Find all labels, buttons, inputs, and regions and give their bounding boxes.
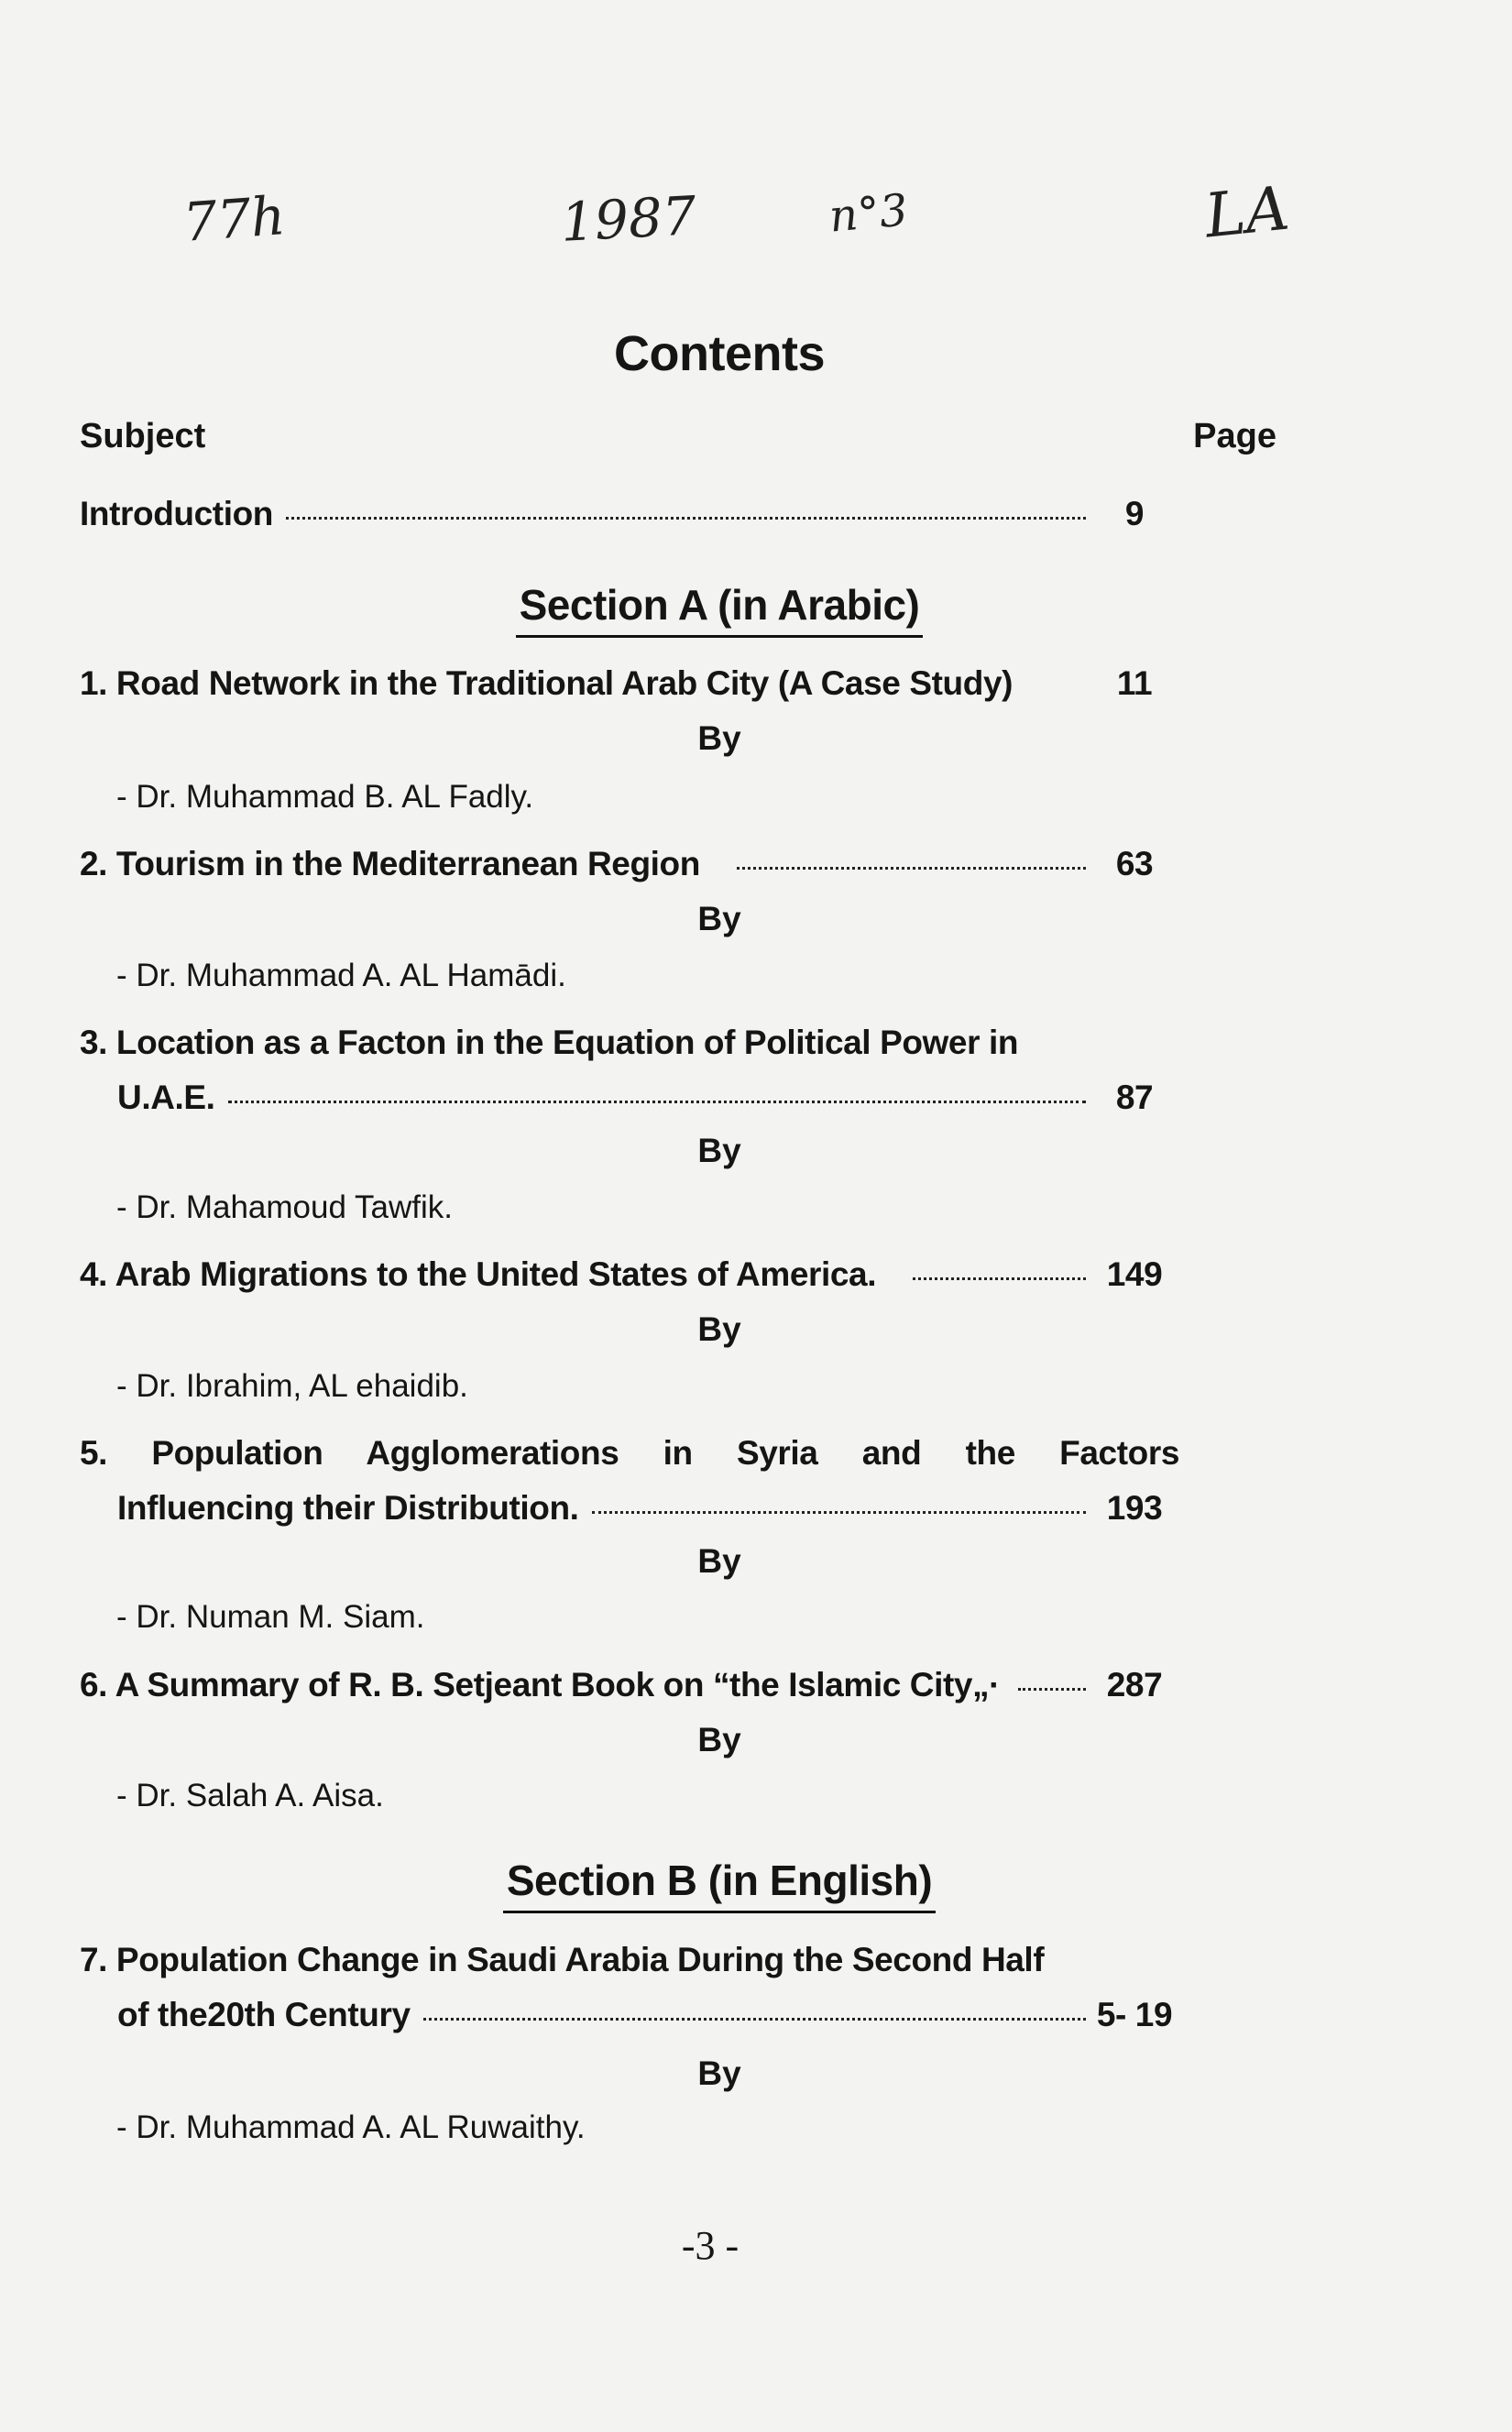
- by-label: By: [697, 2054, 741, 2092]
- page-number: 193: [1106, 1489, 1163, 1527]
- toc-entry: [80, 845, 1176, 891]
- entry-title: Introduction: [80, 495, 273, 532]
- handwritten-annotation: [0, 172, 1512, 270]
- author: - Dr. Salah A. Aisa.: [116, 1778, 384, 1813]
- author: - Dr. Ibrahim, AL ehaidib.: [116, 1368, 468, 1404]
- entry-title-continued: Influencing their Distribution.: [117, 1489, 579, 1527]
- toc-entry: [80, 1941, 1176, 1987]
- author: - Dr. Mahamoud Tawfik.: [116, 1189, 453, 1225]
- toc-entry: [80, 664, 1176, 710]
- entry-title: 1. Road Network in the Traditional Arab City (A Case Study): [80, 664, 1013, 702]
- handwritten-year: 1987: [559, 184, 698, 254]
- leader-dots: [592, 1511, 1086, 1514]
- leader-dots: [286, 517, 1086, 520]
- subject-column-header: Subject: [80, 417, 206, 455]
- entry-title: 3. Location as a Facton in the Equation of Political Power in: [80, 1024, 1019, 1061]
- page-column-header: Page: [1193, 417, 1276, 455]
- section-b-heading: Section B (in English): [0, 1856, 1439, 1913]
- toc-entry-introduction: [80, 495, 1176, 541]
- entry-title: 6. A Summary of R. B. Setjeant Book on “the Islamic City„·: [80, 1666, 1001, 1703]
- by-label: By: [697, 1721, 741, 1758]
- author: - Dr. Numan M. Siam.: [116, 1599, 425, 1635]
- page-title: Contents: [614, 326, 825, 381]
- by-label: By: [697, 1310, 741, 1348]
- handwritten-note-4: LA: [1201, 172, 1293, 252]
- by-label: By: [697, 900, 741, 937]
- toc-entry: [80, 1024, 1176, 1069]
- toc-entry-continuation: [117, 1996, 1176, 2042]
- toc-entry-continuation: [117, 1489, 1176, 1535]
- author: - Dr. Muhammad B. AL Fadly.: [116, 779, 534, 815]
- author: - Dr. Muhammad A. AL Ruwaithy.: [116, 2109, 586, 2145]
- author: - Dr. Muhammad A. AL Hamādi.: [116, 958, 566, 993]
- leader-dots: [1018, 1688, 1086, 1691]
- entry-title: 4. Arab Migrations to the United States of America.: [80, 1255, 877, 1293]
- by-label: By: [697, 1132, 741, 1169]
- section-a-heading: Section A (in Arabic): [0, 580, 1439, 638]
- page-number: 11: [1116, 664, 1153, 702]
- leader-dots: [423, 2018, 1086, 2021]
- toc-entry: [80, 1666, 1176, 1712]
- entry-title: 7. Population Change in Saudi Arabia During the Second Half: [80, 1941, 1045, 1978]
- entry-title-continued: U.A.E.: [117, 1079, 215, 1116]
- toc-entry: [80, 1434, 1179, 1480]
- toc-entry: [80, 1255, 1176, 1301]
- page-number: 287: [1106, 1666, 1163, 1703]
- entry-title: 5. Population Agglomerations in Syria and the Factors: [80, 1434, 1179, 1472]
- toc-entry-continuation: [117, 1079, 1176, 1124]
- page-number: 5- 19: [1096, 1996, 1173, 2033]
- leader-dots: [228, 1101, 1086, 1103]
- handwritten-note-1: 77h: [181, 184, 288, 254]
- entry-title-continued: of the20th Century: [117, 1996, 411, 2033]
- page-number: 149: [1106, 1255, 1163, 1293]
- by-label: By: [697, 1542, 741, 1580]
- page-number: 63: [1115, 845, 1154, 882]
- page-number: 9: [1124, 495, 1145, 532]
- entry-title: 2. Tourism in the Mediterranean Region: [80, 845, 700, 882]
- leader-dots: [913, 1277, 1086, 1280]
- by-label: By: [697, 719, 741, 757]
- leader-dots: [737, 867, 1086, 870]
- handwritten-issue: n°3: [827, 184, 910, 243]
- page-number: 87: [1115, 1079, 1154, 1116]
- page-folio: -3 -: [681, 2223, 740, 2268]
